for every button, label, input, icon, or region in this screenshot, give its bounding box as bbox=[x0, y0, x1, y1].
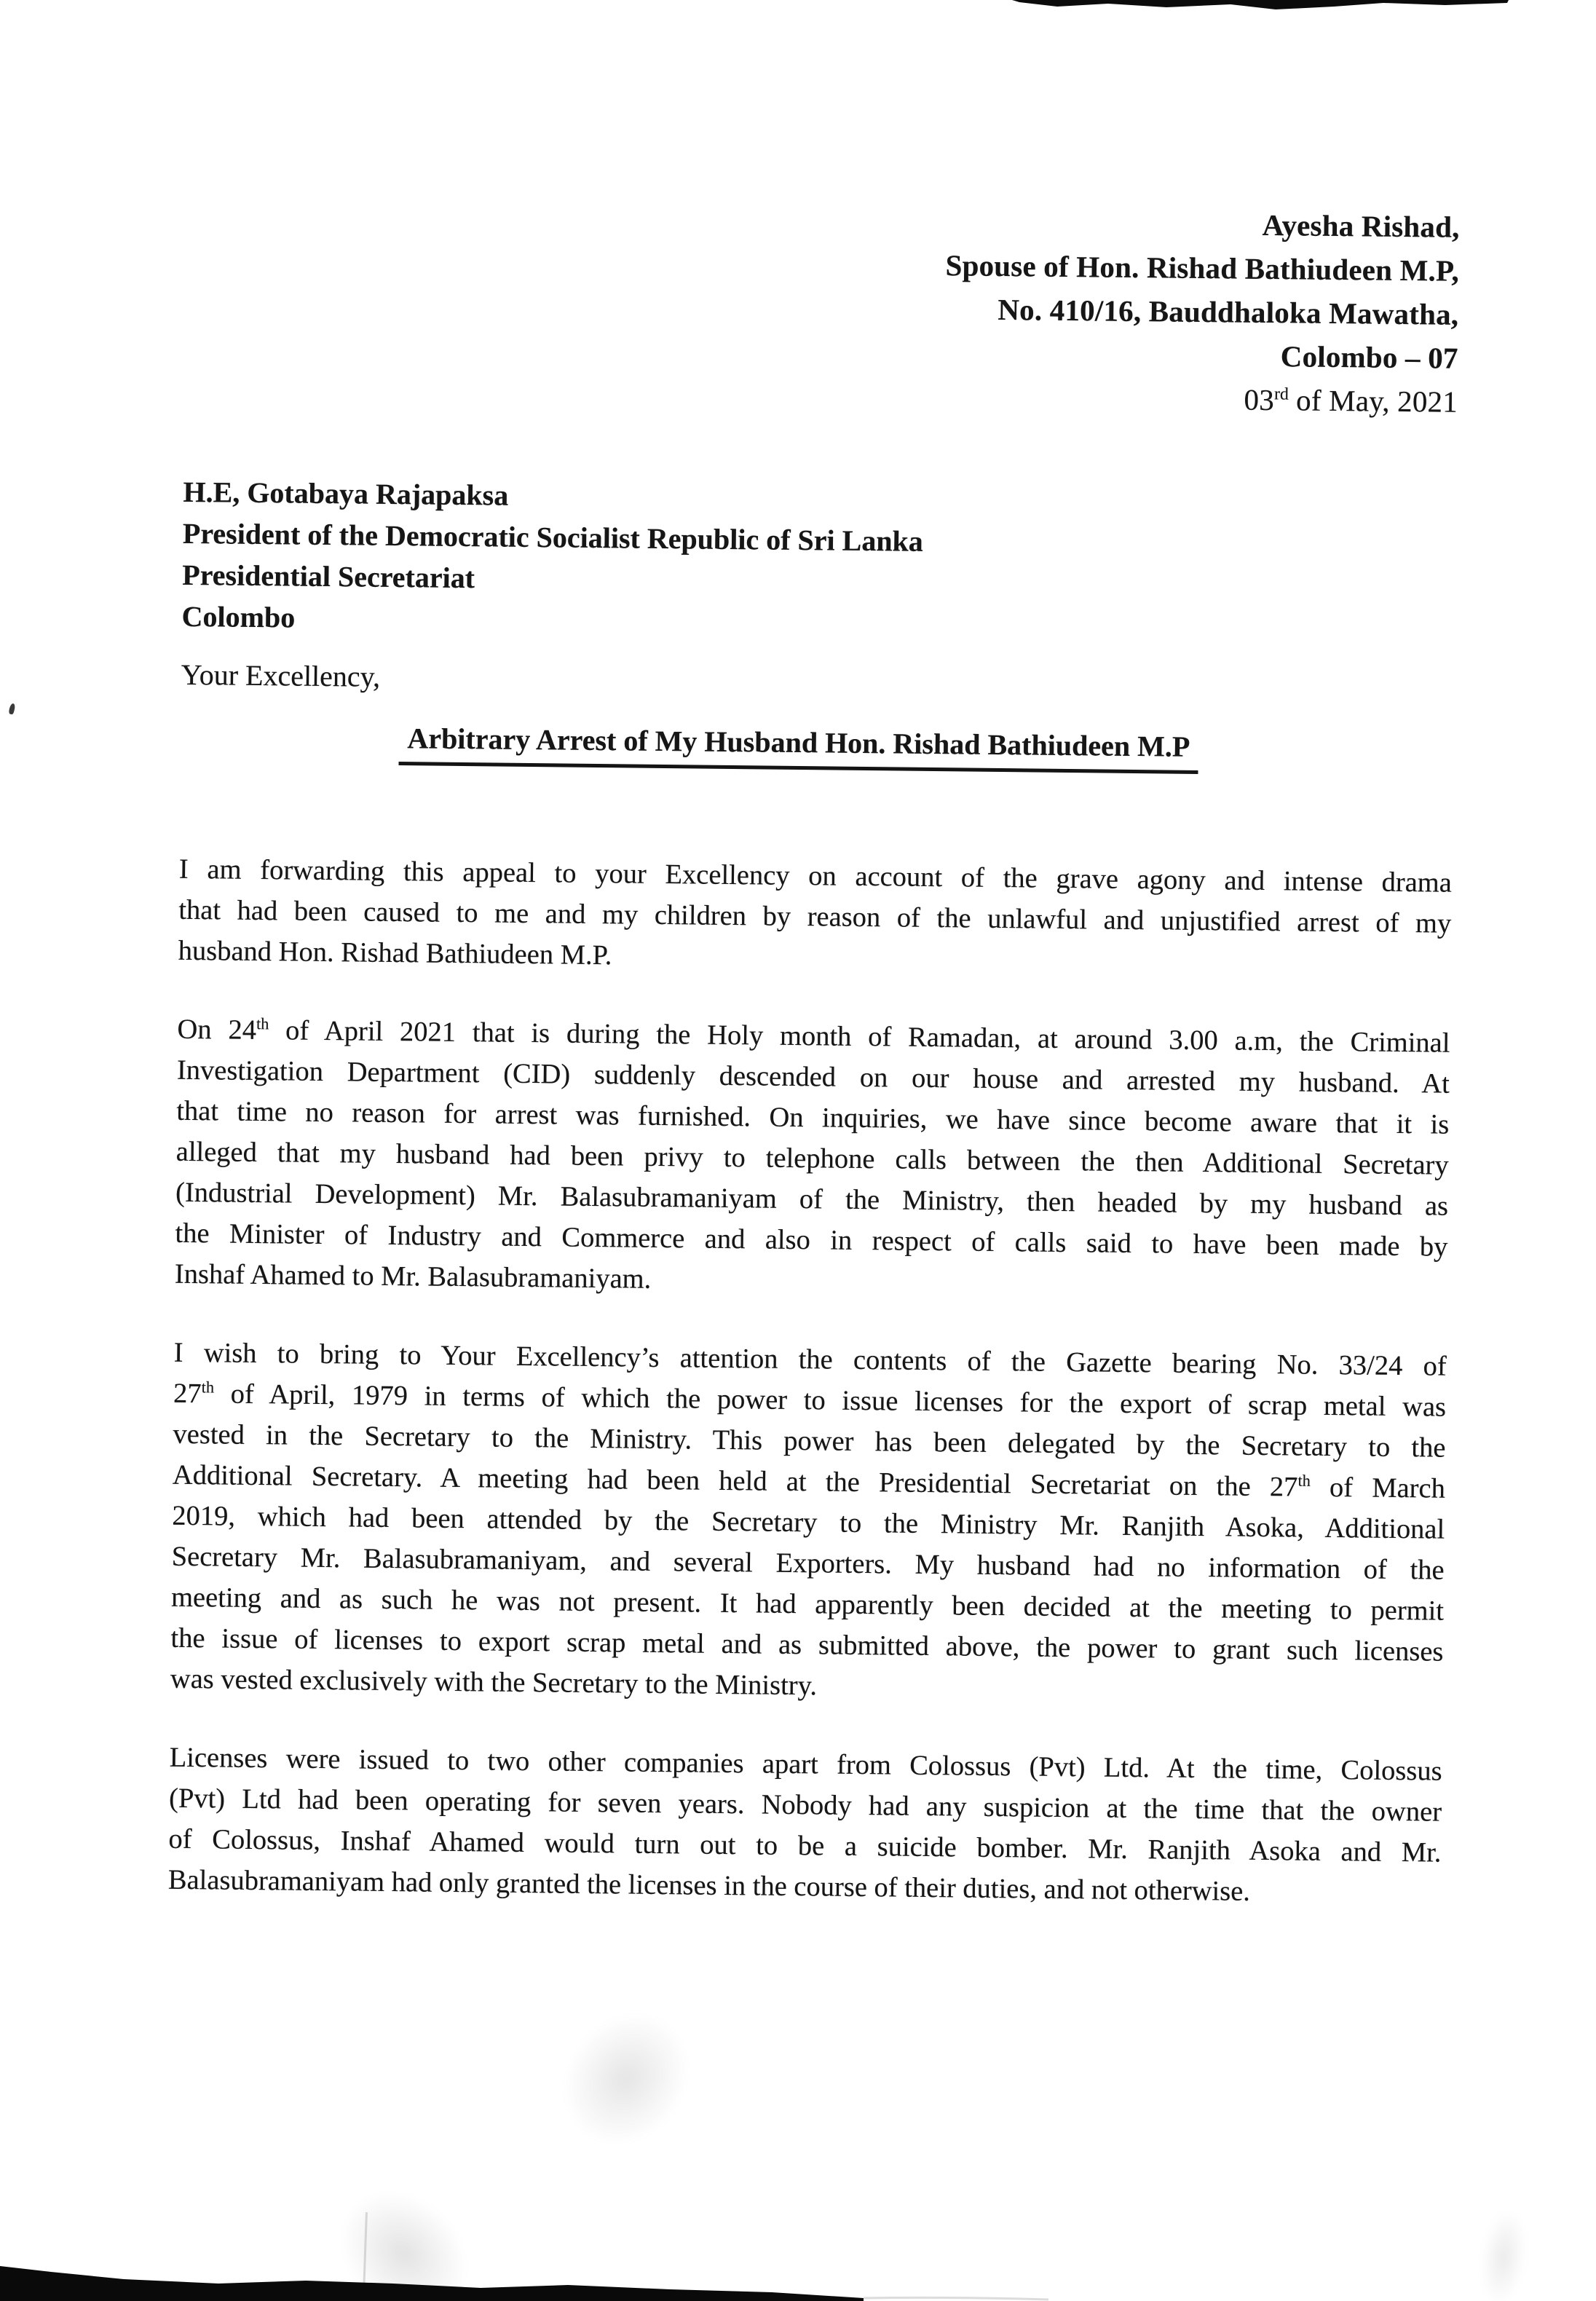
text-line: Presidential Secretariat bbox=[182, 558, 475, 595]
text-line: that had been caused to me and my children by reason of the unlawful and unjustified arrest of my bbox=[178, 894, 1452, 939]
text-line: On 24th of April 2021 that is during the Holy month of Ramadan, at around 3.00 a.m, the Criminal bbox=[177, 1014, 1450, 1059]
text-line: Colombo – 07 bbox=[1280, 339, 1458, 375]
text-line: President of the Democratic Socialist Republic of Sri Lanka bbox=[182, 516, 924, 558]
text-line: (Pvt) Ltd had been operating for seven years. Nobody had any suspicion at the time that the owner bbox=[168, 1783, 1442, 1828]
text-line: Spouse of Hon. Rishad Bathiudeen M.P, bbox=[945, 248, 1460, 288]
subject-line: Arbitrary Arrest of My Husband Hon. Rishad Bathiudeen M.P bbox=[398, 721, 1198, 774]
paragraph bbox=[168, 1737, 1442, 1914]
text-line: 2019, which had been attended by the Secretary to the Ministry Mr. Ranjith Asoka, Additional bbox=[172, 1500, 1445, 1545]
text-line: meeting and as such he was not present. It had apparently been decided at the meeting to permit bbox=[170, 1582, 1445, 1627]
text-line: Ayesha Rishad, bbox=[1262, 208, 1460, 244]
text-line: Secretary Mr. Balasubramaniyam, and several Exporters. My husband had no information of the bbox=[171, 1541, 1445, 1586]
text-line: vested in the Secretary to the Ministry. This power has been delegated by the Secretary to the bbox=[173, 1418, 1446, 1464]
subject-row bbox=[1, 717, 1596, 778]
text-line: H.E, Gotabaya Rajapaksa bbox=[183, 475, 509, 512]
letter-body bbox=[0, 847, 1452, 1914]
text-line: No. 410/16, Bauddhaloka Mawatha, bbox=[998, 292, 1459, 331]
text-line: Additional Secretary. A meeting had been held at the Presidential Secretariat on the 27th of March bbox=[172, 1459, 1446, 1504]
text-line: of Colossus, Inshaf Ahamed would turn out to be a suicide bomber. Mr. Ranjith Asoka and Mr. bbox=[168, 1823, 1442, 1868]
text-line: alleged that my husband had been privy to telephone calls between the then Additional Secretary bbox=[175, 1136, 1449, 1181]
text-line: I wish to bring to Your Excellency’s attention the contents of the Gazette bearing No. 33/24 of bbox=[173, 1337, 1447, 1382]
text-line: the Minister of Industry and Commerce and also in respect of calls said to have been made by bbox=[175, 1217, 1448, 1263]
text-line: Colombo bbox=[181, 599, 296, 634]
text-line: husband Hon. Rishad Bathiudeen M.P. bbox=[178, 935, 612, 971]
salutation: Your Excellency, bbox=[181, 658, 381, 693]
text-line: 03rd of May, 2021 bbox=[1244, 382, 1458, 419]
text-line: (Industrial Development) Mr. Balasubramaniyam of the Ministry, then headed by my husband as bbox=[175, 1177, 1449, 1222]
text-line: I am forwarding this appeal to your Excellency on account of the grave agony and intense drama bbox=[178, 853, 1453, 899]
text-line: was vested exclusively with the Secretary to the Ministry. bbox=[170, 1663, 818, 1702]
paragraph bbox=[175, 1009, 1450, 1309]
recipient-address-block bbox=[1, 469, 1596, 652]
text-line: Investigation Department (CID) suddenly descended on our house and arrested my husband. At bbox=[176, 1054, 1450, 1100]
text-line: Licenses were issued to two other companies apart from Colossus (Pvt) Ltd. At the time, Colossus bbox=[169, 1742, 1442, 1787]
text-line: Inshaf Ahamed to Mr. Balasubramaniyam. bbox=[174, 1258, 652, 1295]
sender-address-block bbox=[4, 189, 1596, 425]
text-line: that time no reason for arrest was furnished. On inquiries, we have since become aware that it is bbox=[176, 1095, 1450, 1140]
text-line: Balasubramaniyam had only granted the licenses in the course of their duties, and not otherwise. bbox=[167, 1864, 1251, 1907]
paragraph bbox=[170, 1333, 1447, 1713]
text-line: 27th of April, 1979 in terms of which the power to issue licenses for the export of scrap metal was bbox=[173, 1378, 1447, 1423]
paragraph bbox=[178, 849, 1452, 985]
text-line: the issue of licenses to export scrap metal and as submitted above, the power to grant such licenses bbox=[170, 1622, 1444, 1667]
